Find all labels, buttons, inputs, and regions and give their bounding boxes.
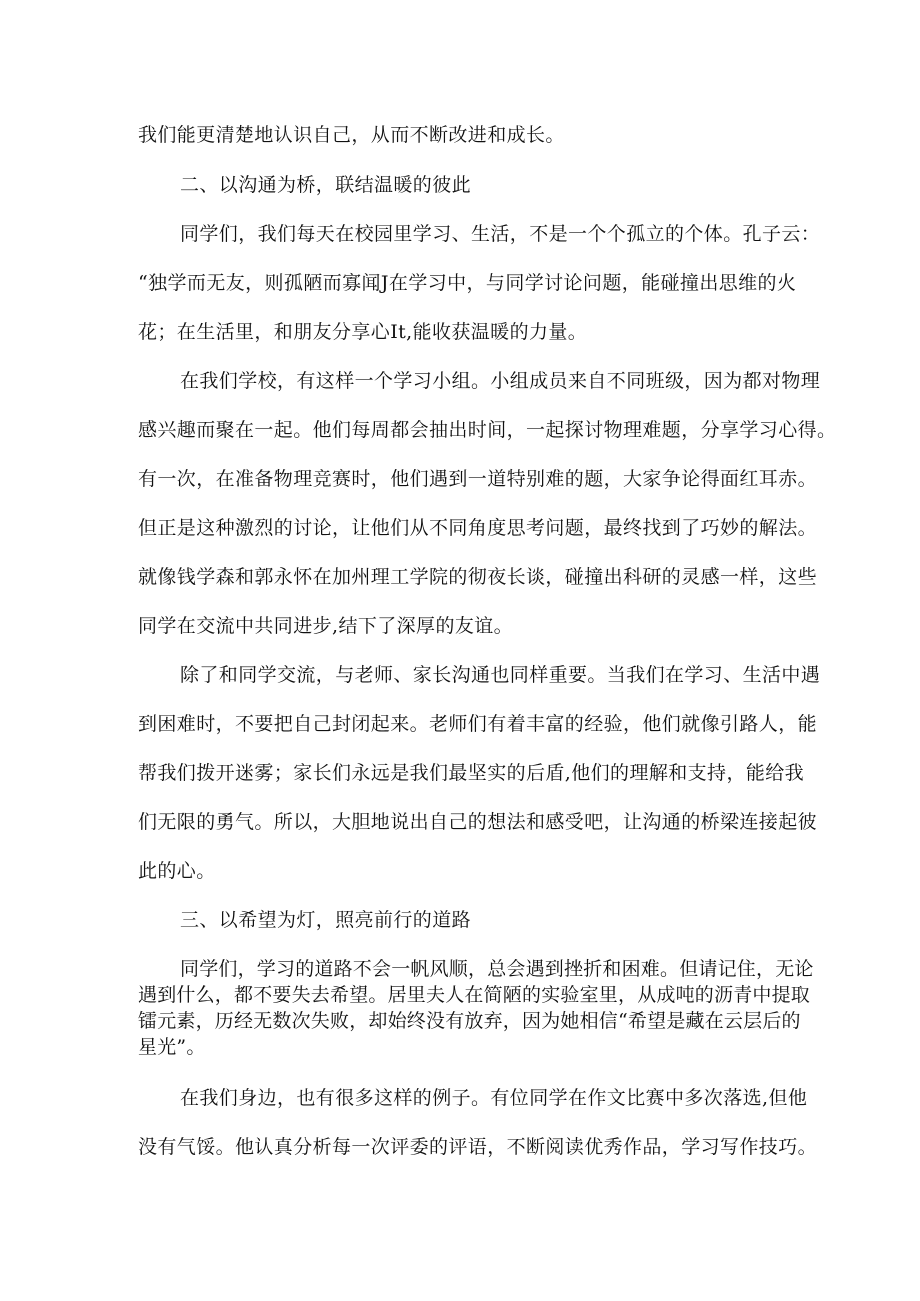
- paragraph-line: 花；在生活里，和朋友分享心It,能收获温暖的力量。: [138, 321, 588, 343]
- paragraph-line: 们无限的勇气。所以，大胆地说出自己的想法和感受吧，让沟通的桥梁连接起彼: [138, 811, 818, 833]
- paragraph-line: 到困难时，不要把自己封闭起来。老师们有着丰富的经验，他们就像引路人，能: [138, 713, 818, 735]
- paragraph-line: 同学们，我们每天在校园里学习、生活，不是一个个孤立的个体。孔子云：: [180, 223, 821, 245]
- paragraph-line: “独学而无友，则孤陋而寡闻J在学习中，与同学讨论问题，能碰撞出思维的火: [138, 272, 797, 294]
- paragraph-line: 就像钱学森和郭永怀在加州理工学院的彻夜长谈，碰撞出科研的灵感一样，这些: [138, 566, 818, 588]
- paragraph-line: 但正是这种激烈的讨论，让他们从不同角度思考问题，最终找到了巧妙的解法。: [138, 517, 818, 539]
- section-heading: 三、以希望为灯，照亮前行的道路: [180, 909, 472, 931]
- paragraph-line: 星光”。: [138, 1036, 206, 1058]
- paragraph-line: 帮我们拨开迷雾；家长们永远是我们最坚实的后盾,他们的理解和支持，能给我: [138, 762, 805, 784]
- paragraph-line: 遇到什么，都不要失去希望。居里夫人在简陋的实验室里，从成吨的沥青中提取: [138, 984, 811, 1006]
- paragraph-line: 在我们学校，有这样一个学习小组。小组成员来自不同班级，因为都对物理: [180, 370, 821, 392]
- paragraph-line: 同学们，学习的道路不会一帆风顺，总会遇到挫折和困难。但请记住，无论: [180, 958, 814, 980]
- paragraph-line: 没有气馁。他认真分析每一次评委的评语，不断阅读优秀作品，学习写作技巧。: [138, 1136, 818, 1158]
- paragraph-line: 同学在交流中共同进步,结下了深厚的友谊。: [138, 615, 514, 637]
- paragraph-line: 有一次，在准备物理竞赛时，他们遇到一道特别难的题，大家争论得面红耳赤。: [138, 468, 818, 490]
- paragraph-line: 除了和同学交流，与老师、家长沟通也同样重要。当我们在学习、生活中遇: [180, 664, 821, 686]
- paragraph-line: 此的心。: [138, 860, 216, 882]
- paragraph-line: 镭元素，历经无数次失败，却始终没有放弃，因为她相信“希望是藏在云层后的: [138, 1010, 801, 1032]
- paragraph-line: 我们能更清楚地认识自己，从而不断改进和成长。: [138, 124, 565, 146]
- paragraph-line: 在我们身边，也有很多这样的例子。有位同学在作文比赛中多次落选,但他: [180, 1087, 808, 1109]
- section-heading: 二、以沟通为桥，联结温暖的彼此: [180, 174, 472, 196]
- paragraph-line: 感兴趣而聚在一起。他们每周都会抽出时间，一起探讨物理难题，分享学习心得。: [138, 419, 837, 441]
